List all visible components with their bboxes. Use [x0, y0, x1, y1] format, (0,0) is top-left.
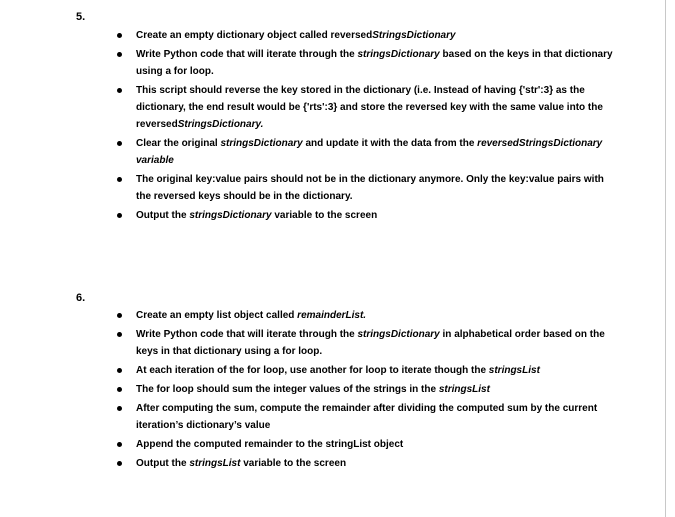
item-text: The for loop should sum the integer values of the strings in the [136, 384, 439, 395]
list-item [113, 82, 613, 133]
list-item [113, 362, 613, 379]
emphasized-text: StringsDictionary [372, 30, 456, 41]
emphasized-text: reversedStringsDictionary variable [136, 138, 603, 166]
bullet-icon [117, 332, 122, 337]
emphasized-text: stringsDictionary [189, 210, 272, 221]
bullet-icon [117, 368, 122, 373]
section-number: 5. [76, 11, 86, 23]
bullet-icon [117, 213, 122, 218]
bullet-icon [117, 461, 122, 466]
list-item [113, 326, 613, 360]
list-item [113, 400, 613, 434]
item-text: Create an empty list object called [136, 310, 298, 321]
bullet-icon [117, 88, 122, 93]
bullet-icon [117, 442, 122, 447]
item-text: in alphabetical order based on the keys in that dictionary using a for loop. [136, 329, 605, 357]
item-text: Write Python code that will iterate through the [136, 49, 358, 60]
bullet-list [113, 307, 613, 474]
list-item [113, 307, 613, 324]
emphasized-text: stringsDictionary [357, 329, 440, 340]
item-text: Output the [136, 210, 190, 221]
emphasized-text: stringsList [189, 458, 241, 469]
bullet-icon [117, 33, 122, 38]
item-text: variable to the screen [271, 210, 378, 221]
emphasized-text: StringsDictionary. [177, 119, 264, 130]
bullet-icon [117, 313, 122, 318]
section-number: 6. [76, 292, 86, 304]
list-item [113, 436, 613, 453]
list-item [113, 455, 613, 472]
item-text: The original key:value pairs should not be in the dictionary anymore. Only the key:value pairs with the reversed keys should be in the dictionary. [136, 174, 604, 202]
emphasized-text: stringsDictionary [220, 138, 303, 149]
bullet-icon [117, 52, 122, 57]
list-item [113, 381, 613, 398]
item-text: At each iteration of the for loop, use another for loop to iterate though the [136, 365, 489, 376]
list-item [113, 135, 613, 169]
item-text: Output the [136, 458, 190, 469]
item-text: Write Python code that will iterate through the [136, 329, 358, 340]
item-text: This script should reverse the key stored in the dictionary (i.e. Instead of having {'str':3} as the dictionary, the end result would be {'rts':3} and store the reversed key with the same value into the reversed [136, 85, 603, 130]
item-text: Clear the original [136, 138, 221, 149]
list-item [113, 171, 613, 205]
bullet-icon [117, 406, 122, 411]
item-text: variable to the screen [240, 458, 347, 469]
emphasized-text: stringsList [438, 384, 490, 395]
emphasized-text: stringsList [488, 365, 540, 376]
item-text: and update it with the data from the [302, 138, 478, 149]
item-text: Append the computed remainder to the stringList object [136, 439, 404, 450]
emphasized-text: stringsDictionary [357, 49, 440, 60]
list-item [113, 46, 613, 80]
emphasized-text: remainderList. [297, 310, 367, 321]
bullet-list [113, 27, 613, 226]
list-item [113, 207, 613, 224]
list-item [113, 27, 613, 44]
bullet-icon [117, 141, 122, 146]
item-text: based on the keys in that dictionary using a for loop. [136, 49, 613, 77]
item-text: Create an empty dictionary object called reversed [136, 30, 373, 41]
bullet-icon [117, 177, 122, 182]
item-text: After computing the sum, compute the remainder after dividing the computed sum by the current iteration’s dictionary’s value [136, 403, 598, 431]
bullet-icon [117, 387, 122, 392]
